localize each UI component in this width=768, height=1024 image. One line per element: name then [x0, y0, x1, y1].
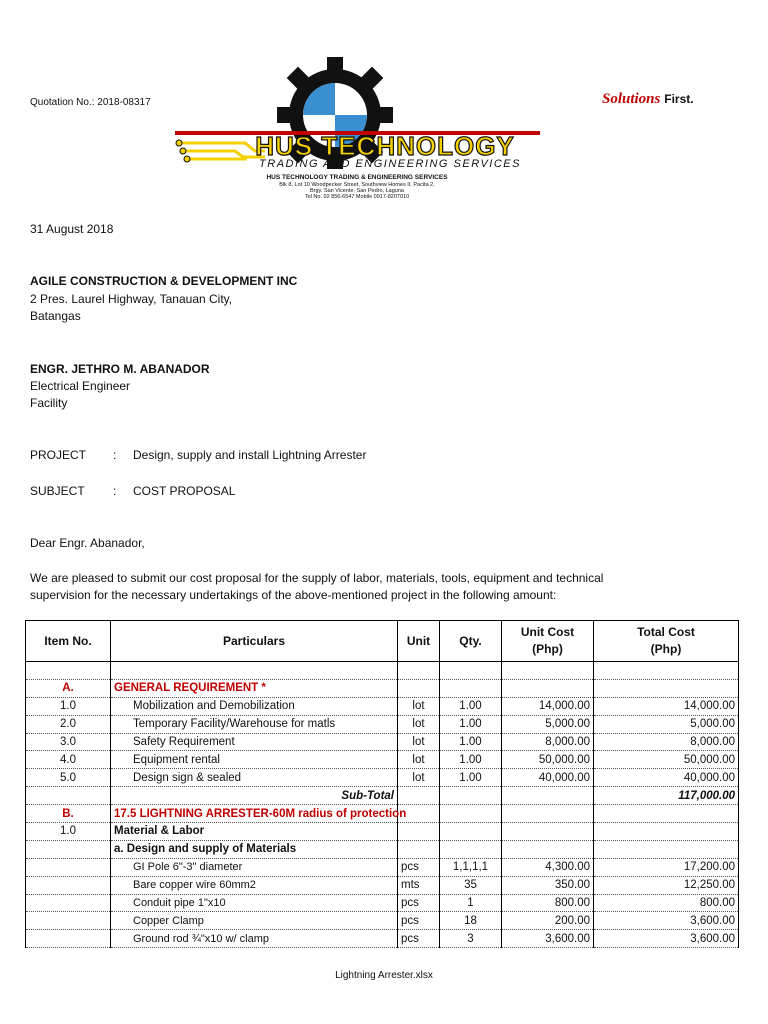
- row-unit: lot: [398, 733, 440, 751]
- attention-name: ENGR. JETHRO M. ABANADOR: [30, 362, 210, 376]
- row-total: 3,600.00: [594, 912, 739, 930]
- header-total-cost: [594, 621, 739, 662]
- row-qty: 1.00: [440, 715, 502, 733]
- table-row: [26, 751, 739, 769]
- row-qty: 1.00: [440, 733, 502, 751]
- subject-value: COST PROPOSAL: [133, 484, 236, 498]
- company-logo: [175, 55, 540, 205]
- project-value: Design, supply and install Lightning Arrester: [133, 448, 367, 462]
- row-unit-cost: 350.00: [502, 876, 594, 894]
- section-a-row: [26, 679, 739, 697]
- row-item: 4.0: [26, 751, 111, 769]
- row-total: 800.00: [594, 894, 739, 912]
- row-unit: pcs: [398, 894, 440, 912]
- row-unit-cost: 40,000.00: [502, 769, 594, 787]
- company-contact: Tel No. 02 856-6547 Mobile 0917-8207010: [304, 194, 410, 200]
- row-unit-cost: 200.00: [502, 912, 594, 930]
- row-qty: 1.00: [440, 697, 502, 715]
- tagline-first: First.: [664, 92, 694, 106]
- row-unit: mts: [398, 876, 440, 894]
- company-address-1: Blk 8, Lot 10 Woodpecker Street, Southview Homes II, Pacita 2,: [279, 182, 435, 188]
- quotation-value: 2018-08317: [97, 97, 151, 108]
- table-row: [26, 858, 739, 876]
- table-row: [26, 894, 739, 912]
- row-item: 5.0: [26, 769, 111, 787]
- logo-wordmark: HUS TECHNOLOGY: [255, 131, 515, 161]
- project-colon: :: [113, 448, 117, 462]
- row-unit: pcs: [398, 930, 440, 948]
- header-unit-cost: [502, 621, 594, 662]
- row-total: 50,000.00: [594, 751, 739, 769]
- material-labor-item: 1.0: [26, 823, 111, 841]
- footer-filename: Lightning Arrester.xlsx: [335, 970, 433, 981]
- salutation: Dear Engr. Abanador,: [30, 536, 145, 550]
- intro-line-2: supervision for the necessary undertakings of the above-mentioned project in the following amount:: [30, 588, 557, 602]
- row-desc: Design sign & sealed: [111, 769, 398, 787]
- row-qty: 1,1,1,1: [440, 858, 502, 876]
- table-row: [26, 930, 739, 948]
- row-total: 8,000.00: [594, 733, 739, 751]
- quotation-label: Quotation No.:: [30, 97, 95, 108]
- header-unit: Unit: [398, 621, 440, 662]
- quotation-number: [30, 97, 151, 108]
- row-desc: Mobilization and Demobilization: [111, 697, 398, 715]
- row-unit-cost: 50,000.00: [502, 751, 594, 769]
- row-item: 2.0: [26, 715, 111, 733]
- header-particulars: Particulars: [111, 621, 398, 662]
- row-qty: 1.00: [440, 751, 502, 769]
- subject-colon: :: [113, 484, 117, 498]
- row-unit-cost: 3,600.00: [502, 930, 594, 948]
- recipient-address-1: 2 Pres. Laurel Highway, Tanauan City,: [30, 292, 233, 306]
- section-a-title: GENERAL REQUIREMENT *: [111, 679, 398, 697]
- letter-date: 31 August 2018: [30, 222, 114, 236]
- row-qty: 1: [440, 894, 502, 912]
- row-item: 3.0: [26, 733, 111, 751]
- company-address-2: Brgy. San Vicente, San Pedro, Laguna: [310, 188, 404, 194]
- row-total: 12,250.00: [594, 876, 739, 894]
- header-qty: Qty.: [440, 621, 502, 662]
- row-total: 14,000.00: [594, 697, 739, 715]
- row-qty: 35: [440, 876, 502, 894]
- row-unit: lot: [398, 751, 440, 769]
- row-item: 1.0: [26, 697, 111, 715]
- row-desc: Bare copper wire 60mm2: [111, 876, 398, 894]
- table-row: [26, 769, 739, 787]
- section-a-item: A.: [26, 679, 111, 697]
- row-unit-cost: 8,000.00: [502, 733, 594, 751]
- row-total: 17,200.00: [594, 858, 739, 876]
- row-total: 40,000.00: [594, 769, 739, 787]
- row-desc: Temporary Facility/Warehouse for matls: [111, 715, 398, 733]
- attention-title: Electrical Engineer: [30, 379, 131, 393]
- row-unit: pcs: [398, 912, 440, 930]
- project-label: PROJECT: [30, 448, 87, 462]
- intro-line-1: We are pleased to submit our cost proposal for the supply of labor, materials, tools, equipment and technical: [30, 571, 604, 585]
- row-unit: pcs: [398, 858, 440, 876]
- row-qty: 3: [440, 930, 502, 948]
- subsection-a-title: a. Design and supply of Materials: [111, 840, 398, 858]
- section-b-title: 17.5 LIGHTNING ARRESTER-60M radius of protection: [111, 805, 398, 823]
- table-row: [26, 876, 739, 894]
- subject-label: SUBJECT: [30, 484, 85, 498]
- header-unit-cost-line1: Unit Cost: [520, 625, 575, 639]
- row-unit-cost: 14,000.00: [502, 697, 594, 715]
- row-desc: Equipment rental: [111, 751, 398, 769]
- material-labor-row: [26, 823, 739, 841]
- table-header-row: [26, 621, 739, 662]
- section-b-item: B.: [26, 805, 111, 823]
- recipient-company: AGILE CONSTRUCTION & DEVELOPMENT INC: [30, 274, 298, 288]
- material-labor-title: Material & Labor: [111, 823, 398, 841]
- row-total: 3,600.00: [594, 930, 739, 948]
- logo-subtext: TRADING AND ENGINEERING SERVICES: [259, 158, 521, 170]
- subtotal-label: Sub-Total: [111, 787, 398, 805]
- row-unit: lot: [398, 769, 440, 787]
- table-row: [26, 715, 739, 733]
- header-total-cost-line1: Total Cost: [637, 625, 695, 639]
- row-desc: Conduit pipe 1"x10: [111, 894, 398, 912]
- company-name: HUS TECHNOLOGY TRADING & ENGINEERING SERVICES: [266, 174, 448, 181]
- table-row: [26, 912, 739, 930]
- row-qty: 1.00: [440, 769, 502, 787]
- recipient-address-2: Batangas: [30, 309, 81, 323]
- row-desc: GI Pole 6"-3" diameter: [111, 858, 398, 876]
- header-total-cost-line2: (Php): [650, 642, 682, 656]
- row-unit: lot: [398, 697, 440, 715]
- row-desc: Ground rod ¾"x10 w/ clamp: [111, 930, 398, 948]
- row-qty: 18: [440, 912, 502, 930]
- row-desc: Safety Requirement: [111, 733, 398, 751]
- row-desc: Copper Clamp: [111, 912, 398, 930]
- attention-dept: Facility: [30, 396, 68, 410]
- row-unit-cost: 800.00: [502, 894, 594, 912]
- tagline: [602, 90, 694, 108]
- subsection-a-row: [26, 840, 739, 858]
- tagline-solutions: Solutions: [602, 91, 661, 107]
- header-item-no: Item No.: [26, 621, 111, 662]
- table-row: [26, 697, 739, 715]
- row-unit-cost: 5,000.00: [502, 715, 594, 733]
- row-unit: lot: [398, 715, 440, 733]
- header-unit-cost-line2: (Php): [532, 642, 563, 656]
- section-b-row: [26, 805, 739, 823]
- row-total: 5,000.00: [594, 715, 739, 733]
- table-row: [26, 733, 739, 751]
- cost-table: [25, 620, 739, 948]
- spacer-row: [26, 662, 739, 680]
- subtotal-value: 117,000.00: [594, 787, 739, 805]
- row-unit-cost: 4,300.00: [502, 858, 594, 876]
- subtotal-row: [26, 787, 739, 805]
